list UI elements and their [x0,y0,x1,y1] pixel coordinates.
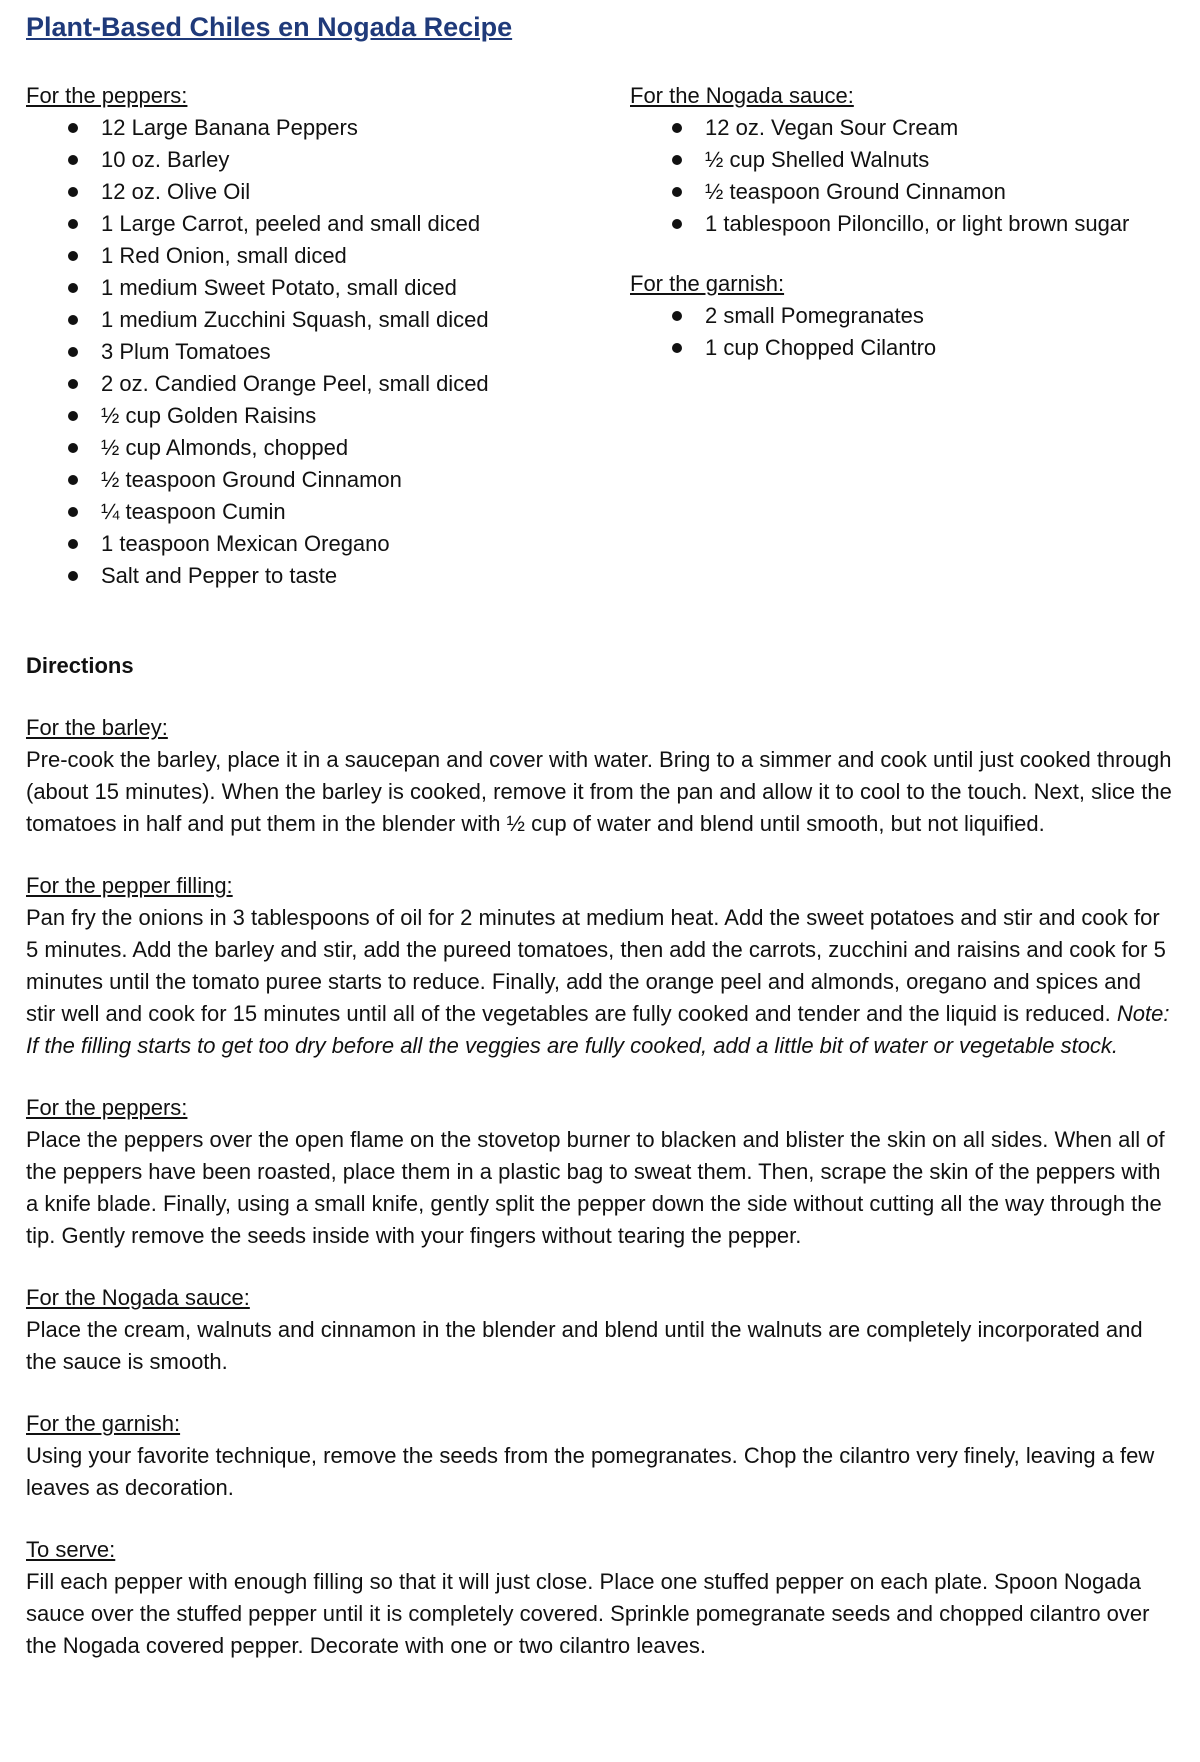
garnish-directions [26,1408,1176,1504]
filling-directions-text: Pan fry the onions in 3 tablespoons of oil for 2 minutes at medium heat. Add the sweet potatoes and stir and cook for 5 minutes. Add the barley and stir, add the pureed tomatoes, then add the carrots, zucchini and raisins and cook for 5 minutes until the tomato puree starts to reduce. Finally, add the orange peel and almonds, oregano and spices and stir well and cook for 15 minutes until all of the vegetables are fully cooked and tender and the liquid is reduced. [26,905,1166,1026]
filling-directions-paragraph [26,902,1176,1062]
barley-directions [26,712,1176,840]
serve-directions-heading: To serve: [26,1537,116,1562]
nogada-directions [26,1282,1176,1378]
list-item: 1 tablespoon Piloncillo, or light brown sugar [630,208,1176,240]
list-item: ½ cup Shelled Walnuts [630,144,1176,176]
ingredients-columns [26,80,1176,592]
nogada-directions-text: Place the cream, walnuts and cinnamon in the blender and blend until the walnuts are completely incorporated and the sauce is smooth. [26,1317,1143,1374]
recipe-document [26,8,1176,1662]
nogada-directions-heading: For the Nogada sauce: [26,1285,250,1310]
list-item: 1 medium Zucchini Squash, small diced [26,304,630,336]
barley-directions-heading: For the barley: [26,715,168,740]
list-item: 10 oz. Barley [26,144,630,176]
list-item: ½ cup Golden Raisins [26,400,630,432]
list-item: 2 small Pomegranates [630,300,1176,332]
list-item: 1 Red Onion, small diced [26,240,630,272]
list-item: 12 oz. Olive Oil [26,176,630,208]
recipe-title: Plant-Based Chiles en Nogada Recipe [26,12,513,42]
list-item: 1 medium Sweet Potato, small diced [26,272,630,304]
nogada-ingredients-heading: For the Nogada sauce: [630,83,854,108]
list-item: 1 Large Carrot, peeled and small diced [26,208,630,240]
peppers-directions [26,1092,1176,1252]
nogada-ingredients-list [630,112,1176,240]
barley-directions-text: Pre-cook the barley, place it in a saucepan and cover with water. Bring to a simmer and cook until just cooked through (about 15 minutes). When the barley is cooked, remove it from the pan and allow it to cool to the touch. Next, slice the tomatoes in half and put them in the blender with ½ cup of water and blend until smooth, but not liquified. [26,747,1172,836]
list-item: 2 oz. Candied Orange Peel, small diced [26,368,630,400]
filling-directions [26,870,1176,1062]
list-item: 12 Large Banana Peppers [26,112,630,144]
list-item: Salt and Pepper to taste [26,560,630,592]
list-item: 3 Plum Tomatoes [26,336,630,368]
list-item: ¼ teaspoon Cumin [26,496,630,528]
list-item: 12 oz. Vegan Sour Cream [630,112,1176,144]
list-item: ½ teaspoon Ground Cinnamon [630,176,1176,208]
list-item: 1 cup Chopped Cilantro [630,332,1176,364]
filling-directions-note: Note: If the filling starts to get too dry before all the veggies are fully cooked, add a little bit of water or vegetable stock. [26,1001,1170,1058]
peppers-ingredients-heading: For the peppers: [26,83,188,108]
list-item: ½ teaspoon Ground Cinnamon [26,464,630,496]
garnish-ingredients-list [630,300,1176,364]
serve-directions [26,1534,1176,1662]
peppers-directions-heading: For the peppers: [26,1095,188,1120]
garnish-ingredients-heading: For the garnish: [630,271,785,296]
ingredients-left-column [26,80,630,592]
filling-directions-heading: For the pepper filling: [26,873,233,898]
garnish-directions-heading: For the garnish: [26,1411,181,1436]
directions-heading: Directions [26,653,134,678]
serve-directions-text: Fill each pepper with enough filling so that it will just close. Place one stuffed pepper on each plate. Spoon Nogada sauce over the stuffed pepper until it is completely covered. Sprinkle pomegranate seeds and chopped cilantro over the Nogada covered pepper. Decorate with one or two cilantro leaves. [26,1569,1150,1658]
ingredients-right-column [630,80,1176,592]
garnish-directions-text: Using your favorite technique, remove the seeds from the pomegranates. Chop the cilantro very finely, leaving a few leaves as decoration. [26,1443,1155,1500]
peppers-directions-text: Place the peppers over the open flame on the stovetop burner to blacken and blister the skin on all sides. When all of the peppers have been roasted, place them in a plastic bag to sweat them. Then, scrape the skin of the peppers with a knife blade. Finally, using a small knife, gently split the pepper down the side without cutting all the way through the tip. Gently remove the seeds inside with your fingers without tearing the pepper. [26,1127,1165,1248]
list-item: 1 teaspoon Mexican Oregano [26,528,630,560]
list-item: ½ cup Almonds, chopped [26,432,630,464]
peppers-ingredients-list [26,112,630,592]
